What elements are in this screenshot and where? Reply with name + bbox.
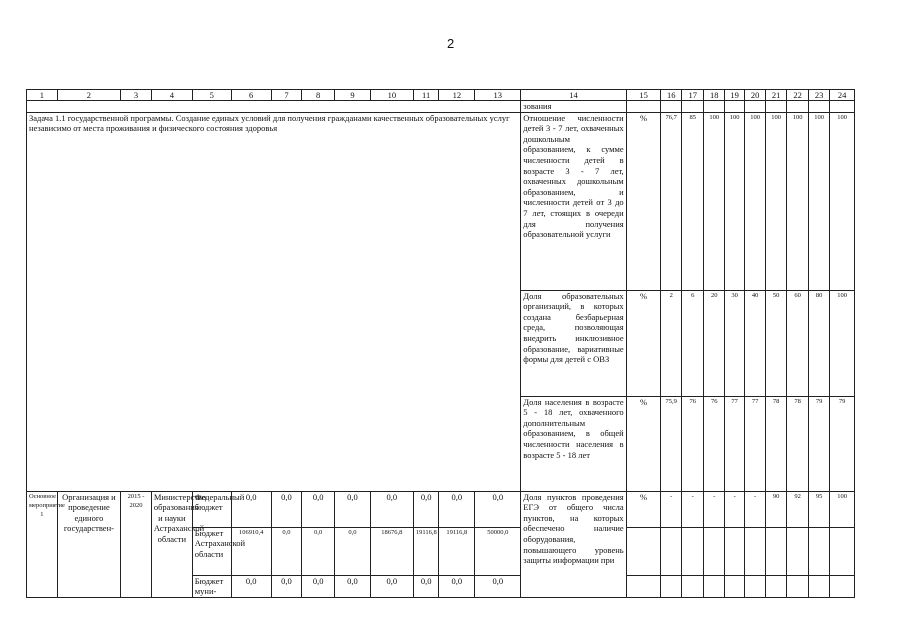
indicator-value: - bbox=[704, 491, 724, 527]
indicator-value: - bbox=[681, 491, 704, 527]
funding-value: 0,0 bbox=[302, 491, 335, 527]
indicator-value: 100 bbox=[704, 112, 724, 290]
col-header: 7 bbox=[271, 90, 302, 101]
col-header: 12 bbox=[439, 90, 475, 101]
col-header: 20 bbox=[745, 90, 765, 101]
funding-value: 0,0 bbox=[302, 527, 335, 575]
funding-value: 0,0 bbox=[271, 491, 302, 527]
funding-value: 50000,0 bbox=[475, 527, 521, 575]
funding-value: 18676,8 bbox=[370, 527, 413, 575]
continuation-row bbox=[27, 101, 855, 113]
indicator-text: Доля населения в возрасте 5 - 18 лет, охваченного дополнительным образованием, в общей численности населения в возрасте 5 - 18 лет bbox=[521, 396, 626, 491]
indicator-value: 100 bbox=[765, 112, 786, 290]
col-header: 8 bbox=[302, 90, 335, 101]
funding-value: 0,0 bbox=[302, 575, 335, 597]
indicator-value: 79 bbox=[830, 396, 855, 491]
indicator-value: 78 bbox=[765, 396, 786, 491]
indicator-value: 40 bbox=[745, 290, 765, 396]
funding-value: 0,0 bbox=[335, 491, 371, 527]
indicator-value: - bbox=[661, 491, 681, 527]
indicator-value: 76 bbox=[681, 396, 704, 491]
col-header: 24 bbox=[830, 90, 855, 101]
indicator-value: 77 bbox=[745, 396, 765, 491]
col-header: 18 bbox=[704, 90, 724, 101]
indicator-value: 100 bbox=[830, 491, 855, 527]
indicator-value: 76 bbox=[704, 396, 724, 491]
indicator-value: 78 bbox=[787, 396, 808, 491]
funding-value: 0,0 bbox=[271, 575, 302, 597]
indicator-text: Доля образовательных организаций, в которых создана безбарьерная среда, позволяющая внедрить инклюзивное образование, вариативные формы для детей с ОВЗ bbox=[521, 290, 626, 396]
funding-value: 0,0 bbox=[335, 527, 371, 575]
col-header: 1 bbox=[27, 90, 58, 101]
funding-value: 0,0 bbox=[231, 491, 271, 527]
measure-type: Основное мероприятие 1 bbox=[27, 491, 58, 597]
indicator-value: 79 bbox=[808, 396, 829, 491]
indicator-value: 92 bbox=[787, 491, 808, 527]
indicator-value: 100 bbox=[724, 112, 744, 290]
col-header: 14 bbox=[521, 90, 626, 101]
indicator-value: 30 bbox=[724, 290, 744, 396]
funding-value: 0,0 bbox=[475, 491, 521, 527]
measure-name: Организация и проведение единого государствен- bbox=[57, 491, 120, 597]
col-header: 11 bbox=[413, 90, 439, 101]
col-header: 15 bbox=[626, 90, 661, 101]
col-header: 23 bbox=[808, 90, 829, 101]
indicator-value: 76,7 bbox=[661, 112, 681, 290]
program-table bbox=[26, 89, 855, 598]
funding-value: 0,0 bbox=[271, 527, 302, 575]
indicator-value: 85 bbox=[681, 112, 704, 290]
funding-source: Бюджет Астраханской области bbox=[192, 527, 231, 575]
indicator-value: 100 bbox=[808, 112, 829, 290]
indicator-value: - bbox=[724, 491, 744, 527]
funding-source: Бюджет муни- bbox=[192, 575, 231, 597]
indicator-value: 100 bbox=[830, 290, 855, 396]
measure-years: 2015 - 2020 bbox=[121, 491, 152, 597]
column-number-row bbox=[27, 90, 855, 101]
col-header: 3 bbox=[121, 90, 152, 101]
col-header: 2 bbox=[57, 90, 120, 101]
funding-value: 0,0 bbox=[370, 575, 413, 597]
col-header: 19 bbox=[724, 90, 744, 101]
indicator-row bbox=[27, 112, 855, 290]
indicator-unit: % bbox=[626, 396, 661, 491]
funding-value: 0,0 bbox=[413, 575, 439, 597]
indicator-unit: % bbox=[626, 112, 661, 290]
funding-value: 19116,8 bbox=[413, 527, 439, 575]
indicator-value: 60 bbox=[787, 290, 808, 396]
indicator-value: 20 bbox=[704, 290, 724, 396]
funding-value: 19116,8 bbox=[439, 527, 475, 575]
indicator-value: 77 bbox=[724, 396, 744, 491]
funding-value: 0,0 bbox=[335, 575, 371, 597]
col-header: 10 bbox=[370, 90, 413, 101]
indicator-value: 6 bbox=[681, 290, 704, 396]
indicator-value: - bbox=[745, 491, 765, 527]
indicator-value: 100 bbox=[745, 112, 765, 290]
indicator-text: Отношение численности детей 3 - 7 лет, охваченных дошкольным образованием, к сумме численности детей в возрасте 3 - 7 лет, охваченных дошкольным образованием, и численности детей от 3 до 7 лет, стоящих в очереди для получения образовательной услуги bbox=[521, 112, 626, 290]
indicator-value: 95 bbox=[808, 491, 829, 527]
col-header: 4 bbox=[151, 90, 192, 101]
funding-source: Федеральный бюджет bbox=[192, 491, 231, 527]
indicator-value: 80 bbox=[808, 290, 829, 396]
funding-value: 106910,4 bbox=[231, 527, 271, 575]
page-number: 2 bbox=[447, 36, 455, 51]
indicator-unit: % bbox=[626, 491, 661, 527]
col-header: 17 bbox=[681, 90, 704, 101]
col-header: 16 bbox=[661, 90, 681, 101]
indicator-value: 2 bbox=[661, 290, 681, 396]
funding-value: 0,0 bbox=[231, 575, 271, 597]
measure-row bbox=[27, 491, 855, 527]
indicator-value: 50 bbox=[765, 290, 786, 396]
indicator-value: 100 bbox=[830, 112, 855, 290]
indicator-value: 90 bbox=[765, 491, 786, 527]
col-header: 21 bbox=[765, 90, 786, 101]
measure-executor: Министерство образования и науки Астраханской области bbox=[151, 491, 192, 597]
col-header: 13 bbox=[475, 90, 521, 101]
funding-value: 0,0 bbox=[413, 491, 439, 527]
indicator-unit: % bbox=[626, 290, 661, 396]
col-header: 5 bbox=[192, 90, 231, 101]
funding-value: 0,0 bbox=[439, 491, 475, 527]
continuation-text: зования bbox=[521, 101, 626, 113]
indicator-value: 100 bbox=[787, 112, 808, 290]
funding-value: 0,0 bbox=[475, 575, 521, 597]
funding-value: 0,0 bbox=[439, 575, 475, 597]
col-header: 22 bbox=[787, 90, 808, 101]
col-header: 9 bbox=[335, 90, 371, 101]
col-header: 6 bbox=[231, 90, 271, 101]
funding-value: 0,0 bbox=[370, 491, 413, 527]
measure-indicator-text: Доля пунктов проведения ЕГЭ от общего числа пунктов, на которых обеспечено наличие оборудования, повышающего уровень защиты информации при bbox=[521, 491, 626, 597]
task-text: Задача 1.1 государственной программы. Создание единых условий для получения гражданами качественных образовательных услуг независимо от места проживания и физического состояния здоровья bbox=[27, 112, 521, 491]
indicator-value: 75,9 bbox=[661, 396, 681, 491]
